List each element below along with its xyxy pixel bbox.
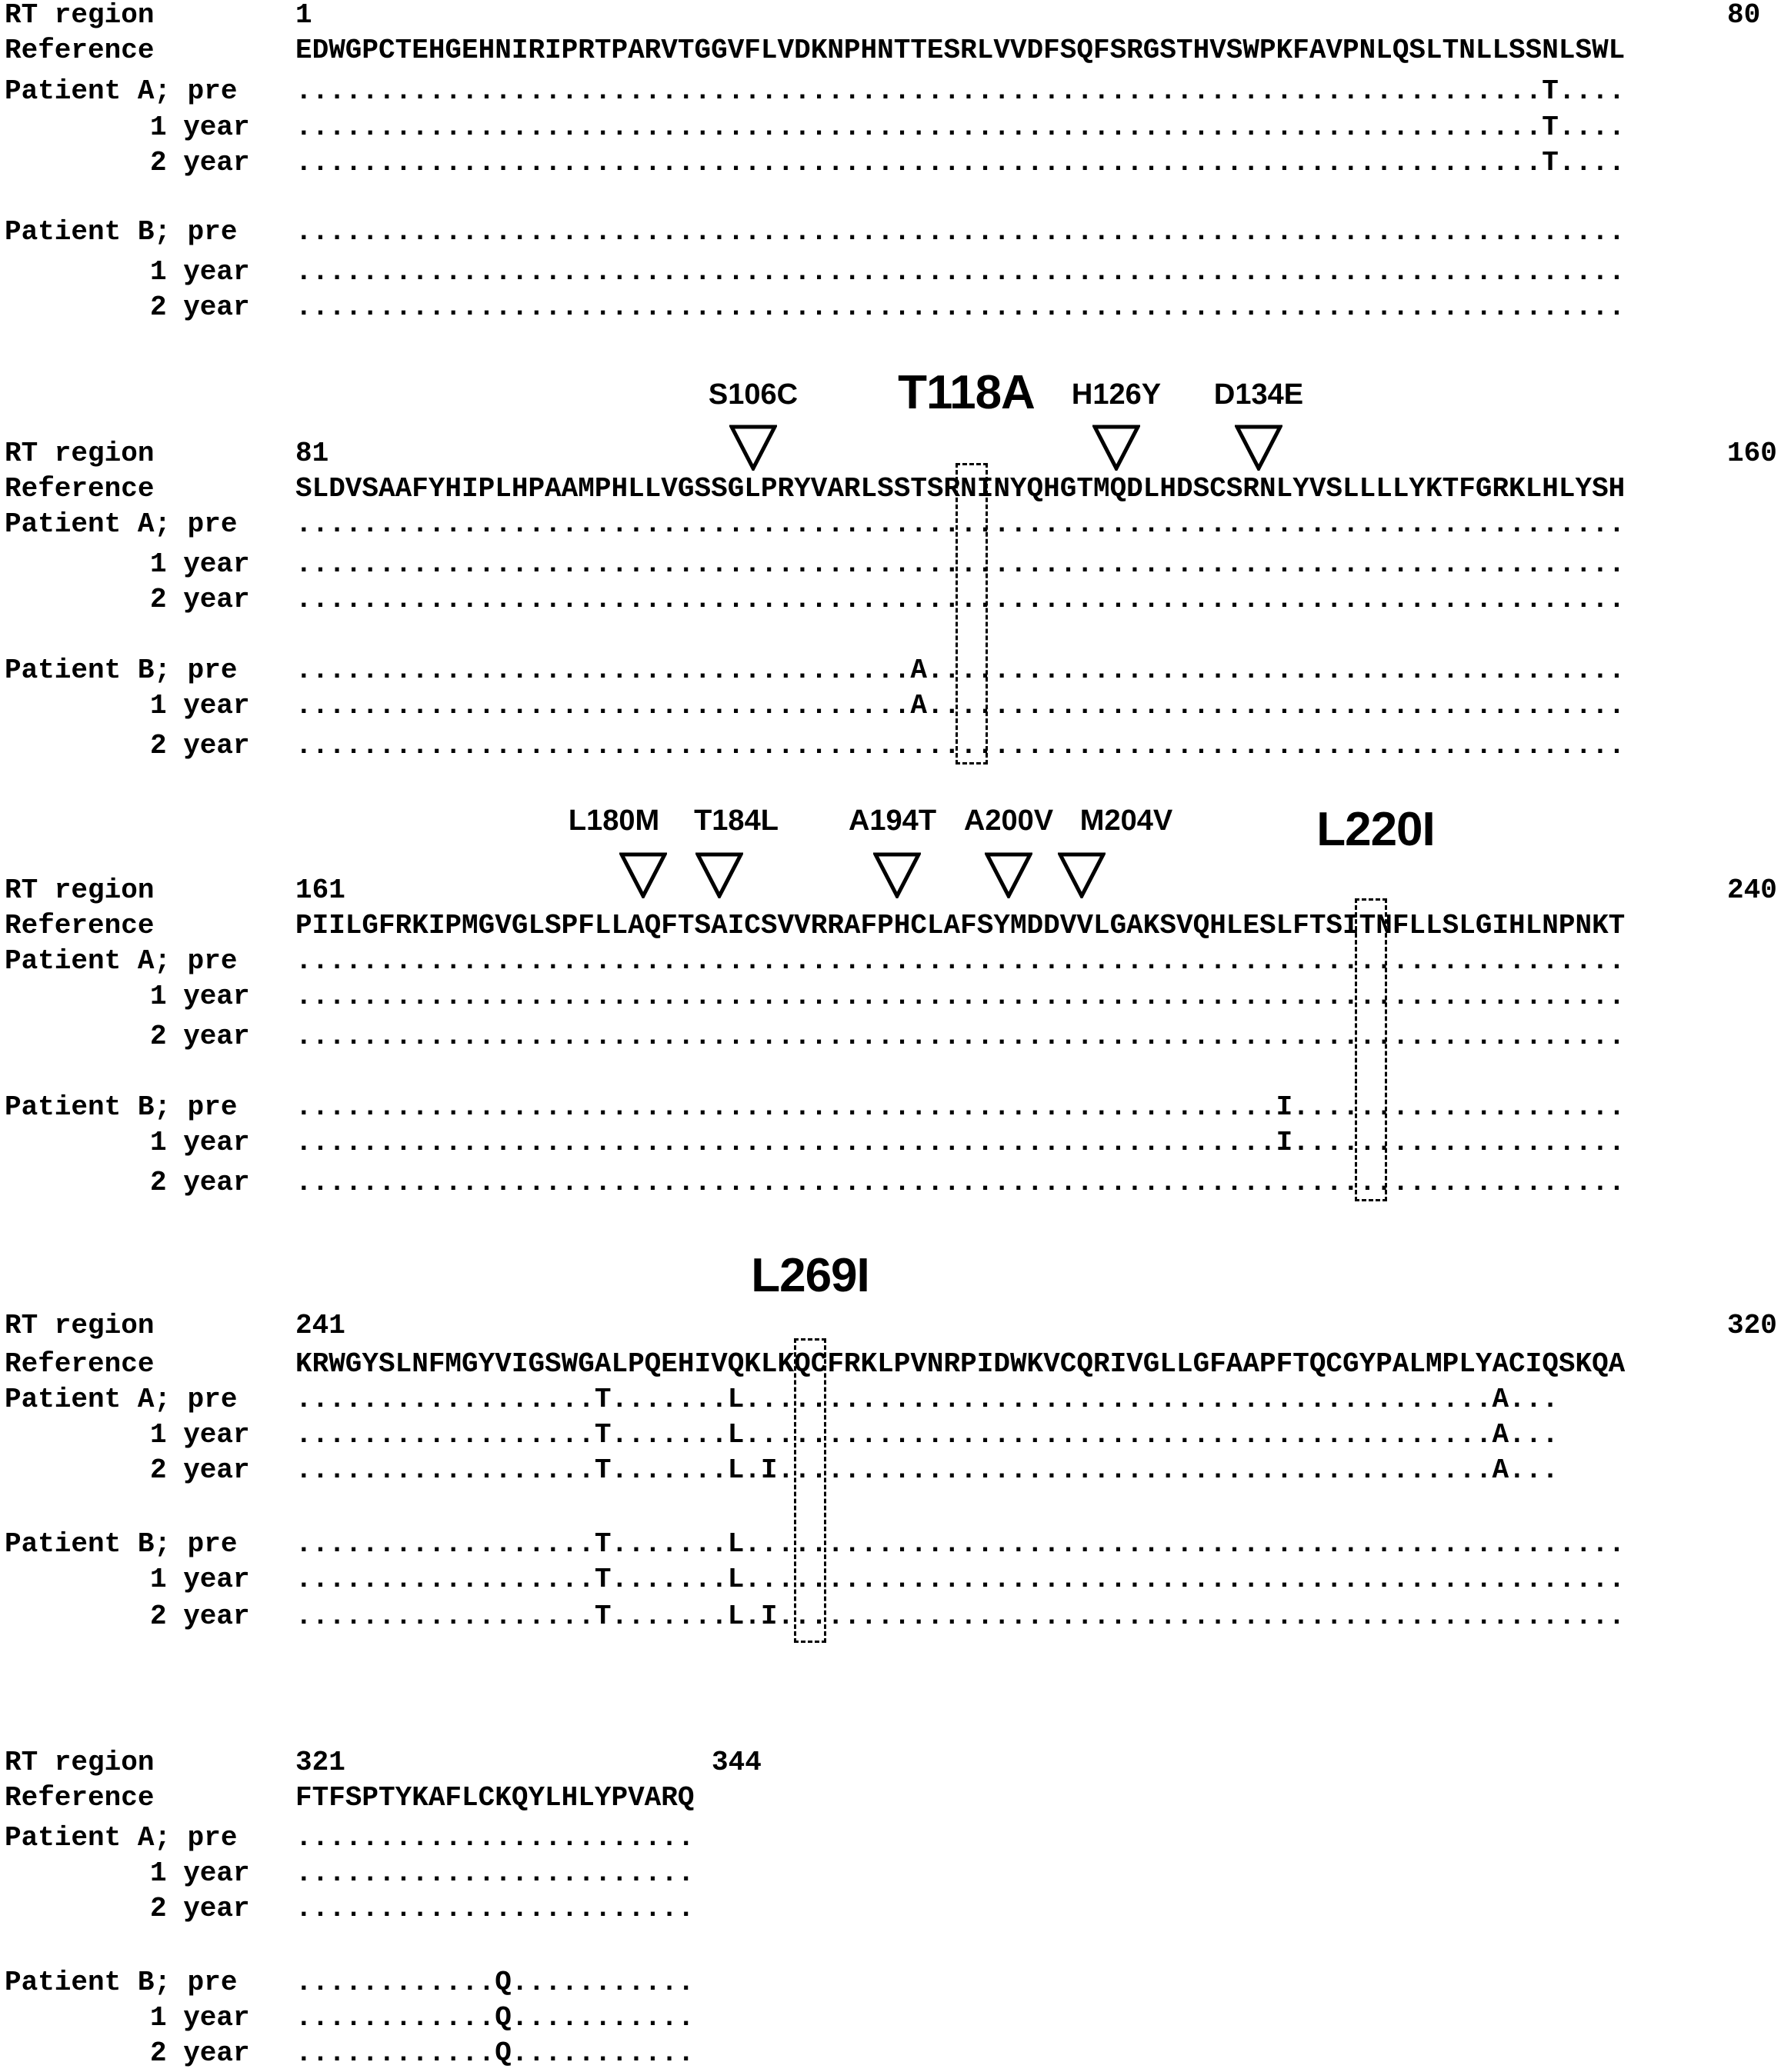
rt-region-label: RT region bbox=[5, 874, 155, 906]
block1-start-number: 1 bbox=[295, 0, 312, 31]
block1-end-number: 80 bbox=[1727, 0, 1761, 31]
block3-patient-b-pre-seq: ...........................................................I.................... bbox=[295, 1091, 1626, 1123]
triangle-marker-a200v bbox=[985, 852, 1032, 898]
mutation-label-s106c: S106C bbox=[708, 378, 799, 411]
reference-label: Reference bbox=[5, 35, 155, 66]
rt-region-label: RT region bbox=[5, 438, 155, 469]
patient-b-1y-label: 1 year bbox=[150, 256, 250, 288]
patient-b-2y-label: 2 year bbox=[150, 1167, 250, 1198]
patient-a-2y-label: 2 year bbox=[150, 1893, 250, 1924]
triangle-marker-t184l bbox=[695, 852, 743, 898]
triangle-marker-s106c bbox=[729, 425, 777, 471]
mutation-label-t184l: T184L bbox=[694, 804, 779, 837]
patient-b-2y-label: 2 year bbox=[150, 2037, 250, 2069]
triangle-marker-m204v bbox=[1058, 852, 1106, 898]
patient-b-2y-label: 2 year bbox=[150, 291, 250, 323]
block2-patient-b-pre-seq: .....................................A.......................................... bbox=[295, 655, 1626, 686]
block2-patient-b-2y-seq: ................................................................................ bbox=[295, 730, 1626, 761]
rt-region-label: RT region bbox=[5, 1310, 155, 1341]
patient-a-pre-label: Patient A; pre bbox=[5, 75, 238, 107]
block2-reference-sequence: SLDVSAAFYHIPLHPAAMPHLLVGSSGLPRYVARLSSTSRNINYQHGTMQDLHDSCSRNLYVSLLLLYKTFGRKLHLYSH bbox=[295, 473, 1626, 505]
block2-patient-a-pre-seq: ................................................................................ bbox=[295, 508, 1626, 540]
block2-patient-a-1y-seq: ................................................................................ bbox=[295, 548, 1626, 580]
block4-patient-a-1y-seq: ..................T.......L.............................................A... bbox=[295, 1419, 1559, 1451]
block4-patient-b-2y-seq: ..................T.......L.I................................................... bbox=[295, 1601, 1626, 1632]
block4-reference-sequence: KRWGYSLNFMGYVIGSWGALPQEHIVQKLKQCFRKLPVNRPIDWKVCQRIVGLLGFAAPFTQCGYPALMPLYACIQSKQA bbox=[295, 1348, 1626, 1380]
mutation-label-m204v: M204V bbox=[1079, 804, 1173, 837]
mutation-label-h126y: H126Y bbox=[1071, 378, 1162, 411]
patient-a-pre-label: Patient A; pre bbox=[5, 1822, 238, 1854]
block1-patient-b-1y-seq: ................................................................................ bbox=[295, 256, 1626, 288]
reference-label: Reference bbox=[5, 910, 155, 941]
block3-patient-b-1y-seq: ...........................................................I.................... bbox=[295, 1127, 1626, 1158]
patient-b-pre-label: Patient B; pre bbox=[5, 1967, 238, 1998]
patient-a-pre-label: Patient A; pre bbox=[5, 1384, 238, 1415]
block1-patient-a-pre-seq: ...........................................................................T.... bbox=[295, 75, 1626, 107]
block5-patient-b-pre-seq: ............Q........... bbox=[295, 1967, 695, 1998]
reference-label: Reference bbox=[5, 473, 155, 505]
block5-patient-b-1y-seq: ............Q........... bbox=[295, 2002, 695, 2034]
mutation-label-d134e: D134E bbox=[1213, 378, 1304, 411]
block2-start-number: 81 bbox=[295, 438, 329, 469]
block5-patient-b-2y-seq: ............Q........... bbox=[295, 2037, 695, 2069]
block3-start-number: 161 bbox=[295, 874, 345, 906]
block4-start-number: 241 bbox=[295, 1310, 345, 1341]
patient-b-2y-label: 2 year bbox=[150, 1601, 250, 1632]
block5-patient-a-2y-seq: ........................ bbox=[295, 1893, 695, 1924]
mutation-label-l269i: L269I bbox=[751, 1249, 869, 1302]
block3-patient-a-2y-seq: ................................................................................ bbox=[295, 1021, 1626, 1052]
mutation-label-l220i: L220I bbox=[1316, 803, 1435, 856]
triangle-marker-a194t bbox=[873, 852, 921, 898]
mutation-label-a200v: A200V bbox=[963, 804, 1054, 837]
block4-patient-a-2y-seq: ..................T.......L.I...........................................A... bbox=[295, 1454, 1559, 1486]
highlight-box-t118a bbox=[956, 463, 988, 765]
highlight-box-l220i bbox=[1355, 898, 1387, 1201]
block5-end-number: 344 bbox=[712, 1747, 762, 1778]
patient-b-1y-label: 1 year bbox=[150, 690, 250, 721]
patient-b-pre-label: Patient B; pre bbox=[5, 655, 238, 686]
patient-b-pre-label: Patient B; pre bbox=[5, 1528, 238, 1560]
block4-patient-b-1y-seq: ..................T.......L..................................................... bbox=[295, 1564, 1626, 1595]
patient-b-pre-label: Patient B; pre bbox=[5, 216, 238, 248]
mutation-label-a194t: A194T bbox=[848, 804, 937, 837]
triangle-marker-l180m bbox=[619, 852, 667, 898]
patient-b-2y-label: 2 year bbox=[150, 730, 250, 761]
patient-a-2y-label: 2 year bbox=[150, 1021, 250, 1052]
block3-patient-a-1y-seq: ................................................................................ bbox=[295, 981, 1626, 1012]
patient-a-1y-label: 1 year bbox=[150, 1857, 250, 1889]
triangle-marker-d134e bbox=[1235, 425, 1282, 471]
block4-end-number: 320 bbox=[1727, 1310, 1777, 1341]
reference-label: Reference bbox=[5, 1782, 155, 1814]
block4-patient-b-pre-seq: ..................T.......L..................................................... bbox=[295, 1528, 1626, 1560]
rt-region-label: RT region bbox=[5, 1747, 155, 1778]
block2-patient-a-2y-seq: ................................................................................ bbox=[295, 584, 1626, 615]
patient-a-2y-label: 2 year bbox=[150, 147, 250, 178]
mutation-label-l180m: L180M bbox=[568, 804, 660, 837]
patient-b-1y-label: 1 year bbox=[150, 1127, 250, 1158]
block1-patient-a-2y-seq: ...........................................................................T.... bbox=[295, 147, 1626, 178]
block3-patient-a-pre-seq: ................................................................................ bbox=[295, 945, 1626, 977]
patient-a-pre-label: Patient A; pre bbox=[5, 945, 238, 977]
patient-a-pre-label: Patient A; pre bbox=[5, 508, 238, 540]
block2-end-number: 160 bbox=[1727, 438, 1777, 469]
patient-a-1y-label: 1 year bbox=[150, 1419, 250, 1451]
rt-region-label: RT region bbox=[5, 0, 155, 31]
mutation-label-t118a: T118A bbox=[898, 366, 1035, 419]
block1-patient-b-2y-seq: ................................................................................ bbox=[295, 291, 1626, 323]
reference-label: Reference bbox=[5, 1348, 155, 1380]
block1-patient-a-1y-seq: ...........................................................................T.... bbox=[295, 112, 1626, 143]
patient-b-1y-label: 1 year bbox=[150, 2002, 250, 2034]
block5-start-number: 321 bbox=[295, 1747, 345, 1778]
block3-patient-b-2y-seq: ................................................................................ bbox=[295, 1167, 1626, 1198]
patient-a-1y-label: 1 year bbox=[150, 981, 250, 1012]
block3-reference-sequence: PIILGFRKIPMGVGLSPFLLAQFTSAICSVVRRAFPHCLAFSYMDDVVLGAKSVQHLESLFTSITNFLLSLGIHLNPNKT bbox=[295, 910, 1626, 941]
patient-a-2y-label: 2 year bbox=[150, 584, 250, 615]
block1-patient-b-pre-seq: ................................................................................ bbox=[295, 216, 1626, 248]
patient-a-1y-label: 1 year bbox=[150, 112, 250, 143]
patient-a-1y-label: 1 year bbox=[150, 548, 250, 580]
patient-b-1y-label: 1 year bbox=[150, 1564, 250, 1595]
block4-patient-a-pre-seq: ..................T.......L.............................................A... bbox=[295, 1384, 1559, 1415]
triangle-marker-h126y bbox=[1092, 425, 1140, 471]
block5-patient-a-pre-seq: ........................ bbox=[295, 1822, 695, 1854]
block5-patient-a-1y-seq: ........................ bbox=[295, 1857, 695, 1889]
patient-b-pre-label: Patient B; pre bbox=[5, 1091, 238, 1123]
block2-patient-b-1y-seq: .....................................A.......................................... bbox=[295, 690, 1626, 721]
block1-reference-sequence: EDWGPCTEHGEHNIRIPRTPARVTGGVFLVDKNPHNTTESRLVVDFSQFSRGSTHVSWPKFAVPNLQSLTNLLSSNLSWL bbox=[295, 35, 1626, 66]
highlight-box-l269i bbox=[794, 1338, 826, 1643]
block3-end-number: 240 bbox=[1727, 874, 1777, 906]
block5-reference-sequence: FTFSPTYKAFLCKQYLHLYPVARQ bbox=[295, 1782, 695, 1814]
patient-a-2y-label: 2 year bbox=[150, 1454, 250, 1486]
